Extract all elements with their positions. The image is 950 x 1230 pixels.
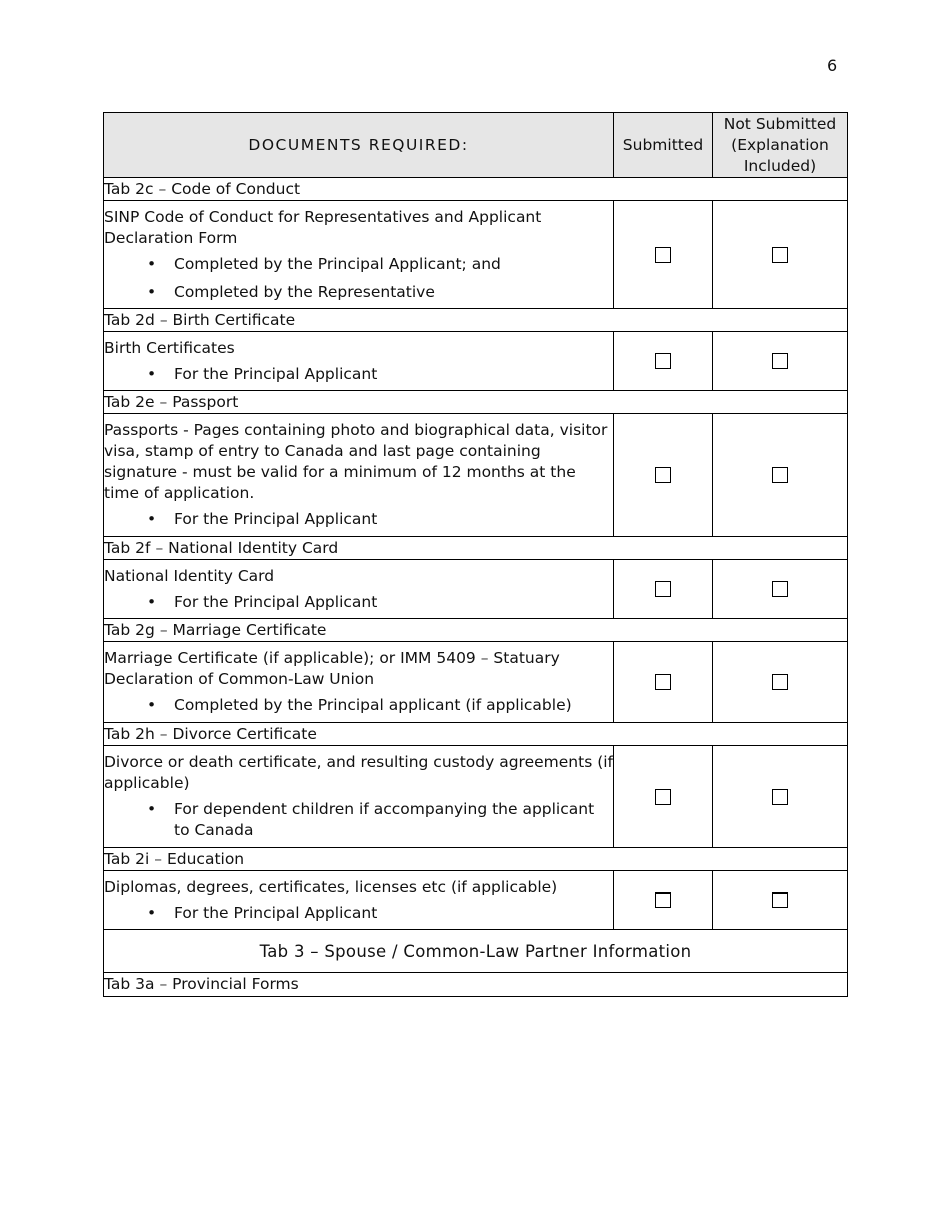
bullet-item: • For the Principal Applicant bbox=[174, 364, 613, 385]
not-submitted-cell bbox=[713, 746, 848, 848]
section-prefix: Tab 2e bbox=[104, 392, 155, 411]
page-number: 6 bbox=[827, 56, 838, 75]
section-prefix: Tab 3a bbox=[104, 975, 155, 993]
document-row bbox=[104, 871, 848, 930]
not-submitted-checkbox[interactable] bbox=[772, 467, 788, 483]
bullet-item: • For the Principal Applicant bbox=[174, 903, 613, 924]
section-title: Passport bbox=[172, 392, 239, 411]
section-label-tab-2e bbox=[104, 391, 848, 414]
section-label-tab-2g bbox=[104, 619, 848, 642]
section-dash: – bbox=[159, 310, 168, 329]
documents-checklist-table bbox=[103, 112, 848, 997]
bullet-item: • For the Principal Applicant bbox=[174, 592, 613, 613]
header-submitted: Submitted bbox=[614, 113, 713, 178]
document-row bbox=[104, 201, 848, 309]
document-description bbox=[104, 746, 614, 848]
section-row bbox=[104, 309, 848, 332]
not-submitted-checkbox[interactable] bbox=[772, 892, 788, 908]
not-submitted-checkbox[interactable] bbox=[772, 581, 788, 597]
header-documents-required: DOCUMENTS REQUIRED: bbox=[104, 113, 614, 178]
section-row bbox=[104, 723, 848, 746]
not-submitted-cell bbox=[713, 332, 848, 391]
section-row bbox=[104, 391, 848, 414]
submitted-checkbox[interactable] bbox=[655, 467, 671, 483]
bullet-item: • Completed by the Principal Applicant; and bbox=[174, 254, 613, 275]
document-row bbox=[104, 332, 848, 391]
not-submitted-cell bbox=[713, 642, 848, 723]
section-prefix: Tab 2g bbox=[104, 620, 155, 639]
bullet-list bbox=[104, 695, 613, 716]
document-description bbox=[104, 642, 614, 723]
section-dash: – bbox=[154, 849, 163, 868]
document-row bbox=[104, 746, 848, 848]
section-label-tab-3a bbox=[104, 973, 848, 997]
submitted-cell bbox=[614, 746, 713, 848]
section-heading-row bbox=[104, 930, 848, 973]
section-title: Birth Certificate bbox=[172, 310, 296, 329]
section-title: Code of Conduct bbox=[171, 179, 301, 198]
section-dash: – bbox=[158, 179, 167, 198]
not-submitted-checkbox[interactable] bbox=[772, 353, 788, 369]
section-prefix: Tab 2f bbox=[104, 538, 151, 557]
bullet-item: • For dependent children if accompanying the applicant to Canada bbox=[174, 799, 613, 841]
submitted-checkbox[interactable] bbox=[655, 581, 671, 597]
document-item: Diplomas, degrees, certificates, licenses etc (if applicable) bbox=[104, 877, 558, 896]
submitted-cell bbox=[614, 332, 713, 391]
document-description bbox=[104, 871, 614, 930]
section-row bbox=[104, 178, 848, 201]
not-submitted-checkbox[interactable] bbox=[772, 789, 788, 805]
submitted-checkbox[interactable] bbox=[655, 789, 671, 805]
section-row bbox=[104, 973, 848, 997]
not-submitted-cell bbox=[713, 560, 848, 619]
header-not-submitted-line1: Not Submitted bbox=[723, 114, 837, 133]
document-description bbox=[104, 201, 614, 309]
document-description bbox=[104, 560, 614, 619]
section-label-tab-2c bbox=[104, 178, 848, 201]
document-item-part2: Statuary Declaration of Common-Law Union bbox=[104, 649, 560, 688]
document-item: National Identity Card bbox=[104, 566, 275, 585]
bullet-item: • Completed by the Principal applicant (if applicable) bbox=[174, 695, 613, 716]
document-row bbox=[104, 560, 848, 619]
section-title: Education bbox=[166, 849, 245, 868]
bullet-list bbox=[104, 254, 613, 303]
document-item-part1: Marriage Certificate (if applicable); or IMM 5409 bbox=[104, 649, 476, 667]
bullet-list bbox=[104, 903, 613, 924]
not-submitted-cell bbox=[713, 871, 848, 930]
section-label-tab-2h bbox=[104, 723, 848, 746]
section-prefix: Tab 2d bbox=[104, 310, 155, 329]
section-title: Provincial Forms bbox=[172, 975, 299, 993]
submitted-checkbox[interactable] bbox=[655, 247, 671, 263]
document-row bbox=[104, 642, 848, 723]
section-row bbox=[104, 537, 848, 560]
bullet-list bbox=[104, 364, 613, 385]
section-row bbox=[104, 619, 848, 642]
submitted-cell bbox=[614, 642, 713, 723]
submitted-checkbox[interactable] bbox=[655, 892, 671, 908]
submitted-cell bbox=[614, 414, 713, 537]
header-not-submitted-line3: Included) bbox=[743, 156, 817, 175]
document-description bbox=[104, 414, 614, 537]
not-submitted-checkbox[interactable] bbox=[772, 674, 788, 690]
document-item: SINP Code of Conduct for Representatives and Applicant Declaration Form bbox=[104, 207, 542, 247]
section-dash: – bbox=[155, 538, 164, 557]
section-row bbox=[104, 848, 848, 871]
not-submitted-checkbox[interactable] bbox=[772, 247, 788, 263]
section-title: Marriage Certificate bbox=[172, 620, 327, 639]
not-submitted-cell bbox=[713, 201, 848, 309]
submitted-checkbox[interactable] bbox=[655, 353, 671, 369]
submitted-cell bbox=[614, 871, 713, 930]
bullet-item: • For the Principal Applicant bbox=[174, 509, 613, 530]
document-item: Passports - Pages containing photo and biographical data, visitor visa, stamp of entry to Canada and last page containing signature - must be valid for a minimum of 12 months at the time of application. bbox=[104, 421, 608, 502]
bullet-item: • Completed by the Representative bbox=[174, 282, 613, 303]
submitted-cell bbox=[614, 560, 713, 619]
section-prefix: Tab 2h bbox=[104, 724, 155, 743]
header-not-submitted-line2: (Explanation bbox=[731, 135, 829, 154]
section-title: Divorce Certificate bbox=[172, 724, 317, 743]
document-item: Birth Certificates bbox=[104, 338, 235, 357]
section-prefix: Tab 2i bbox=[104, 849, 150, 868]
table-header-row bbox=[104, 113, 848, 178]
submitted-cell bbox=[614, 201, 713, 309]
section-title: National Identity Card bbox=[168, 538, 339, 557]
submitted-checkbox[interactable] bbox=[655, 674, 671, 690]
bullet-list bbox=[104, 592, 613, 613]
section-dash: – bbox=[159, 975, 168, 993]
section-label-tab-2d bbox=[104, 309, 848, 332]
bullet-list bbox=[104, 799, 613, 841]
section-prefix: Tab 2c bbox=[104, 179, 154, 198]
document-item-dash: – bbox=[480, 649, 489, 667]
document-row bbox=[104, 414, 848, 537]
document-item: Divorce or death certificate, and resulting custody agreements (if applicable) bbox=[104, 753, 614, 792]
bullet-list bbox=[104, 509, 613, 530]
section-dash: – bbox=[159, 620, 168, 639]
document-item bbox=[104, 648, 613, 690]
tab-3-heading: Tab 3 – Spouse / Common-Law Partner Information bbox=[104, 930, 848, 973]
not-submitted-cell bbox=[713, 414, 848, 537]
section-label-tab-2f bbox=[104, 537, 848, 560]
section-label-tab-2i bbox=[104, 848, 848, 871]
section-dash: – bbox=[159, 392, 168, 411]
header-not-submitted bbox=[713, 113, 848, 178]
section-dash: – bbox=[159, 724, 168, 743]
document-description bbox=[104, 332, 614, 391]
